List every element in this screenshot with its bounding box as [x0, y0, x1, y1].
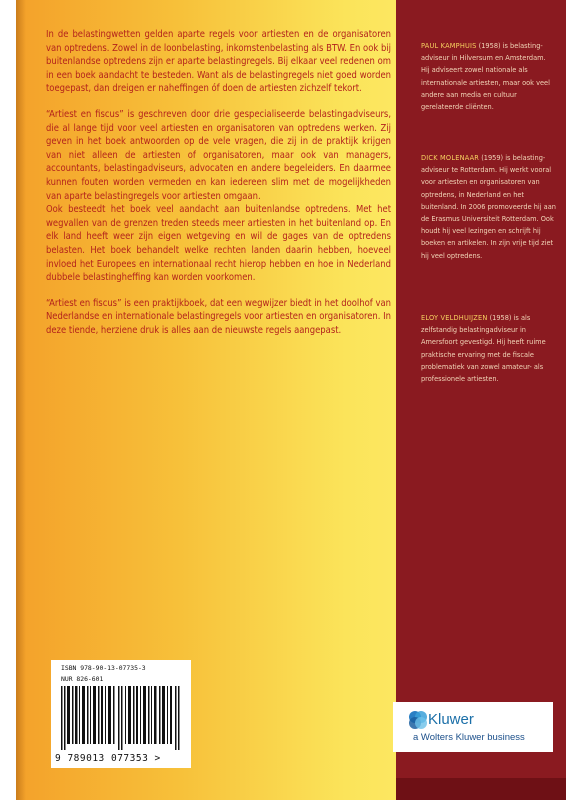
publisher-tagline: a Wolters Kluwer business — [413, 732, 525, 743]
publisher-logo — [393, 702, 553, 752]
description-paragraph: In de belastingwetten gelden aparte regels voor artiesten en de organisatoren van optredens. Zowel in de loonbelasting, inkomstenbelasting als BTW. En ook bij buitenlandse optredens zijn er aparte belastingregels. Bij elkaar veel redenen om in een boek aandacht te besteden. Want als de belastingregels niet goed worden toegepast, dan dreigen er naheffingen óf doen de artiesten zichzelf tekort. — [46, 29, 391, 95]
author-name: DICK MOLENAAR — [421, 154, 480, 162]
author-bio-text: (1958) is als zelfstandig belastingadviseur in Amersfoort gevestigd. Hij heeft ruime praktische ervaring met de fiscale problematiek van zowel amateur- als professionele artiesten. — [421, 314, 546, 384]
publisher-name: Kluwer — [428, 711, 474, 728]
description-paragraph: “Artiest en fiscus” is geschreven door drie gespecialiseerde belastingadviseurs, die al lange tijd voor veel artiesten en organisatoren van optredens werken. Zij geven in het boek antwoorden op de vele vragen, die zij in de praktijk krijgen van niet alleen de artiesten of organisatoren, maar ook van managers, accountants, belastingadviseurs, advocaten en andere begeleiders. En daarmee kunnen fouten worden vermeden en kan iedereen slim met de mogelijkheden van aparte belastingregels voor artiesten omgaan. — [46, 108, 391, 202]
barcode-bars-icon — [61, 686, 183, 750]
author-bio-text: (1959) is belasting-adviseur te Rotterdam. Hij werkt vooral voor artiesten en organisatoren van optredens, in Nederland en het buitenland. In 2006 promoveerde hij aan de Erasmus Universiteit Rotterdam. Ook houdt hij veel lezingen en schrijft hij boeken en artikelen. In zijn vrije tijd ziet hij veel optredens. — [421, 154, 556, 260]
author-bio-molenaar — [421, 152, 556, 262]
author-name: ELOY VELDHUIJZEN — [421, 314, 488, 322]
author-panel — [396, 0, 566, 800]
author-bio-veldhuijzen — [421, 312, 556, 385]
author-bio-text: (1958) is belasting-adviseur in Hilversum en Amsterdam. Hij adviseert zowel nationale als internationale artiesten, maar ook veel andere aan media en cultuur gerelateerde cliënten. — [421, 42, 550, 112]
barcode-label — [51, 660, 191, 768]
spine-shadow — [16, 0, 26, 800]
author-name: PAUL KAMPHUIS — [421, 42, 477, 50]
book-description — [46, 28, 391, 349]
barcode-digits: 9 789013 077353 > — [55, 753, 161, 764]
nur-text: NUR 826-601 — [61, 675, 104, 683]
author-bio-kamphuis — [421, 40, 556, 113]
description-paragraph: Ook besteedt het boek veel aandacht aan buitenlandse optredens. Met het wegvallen van de grenzen treden steeds meer artiesten in het buitenland op. En elk land heeft weer zijn eigen wetgeving en wil de gages van de optredens belasten. Het boek behandelt welke rechten landen daarin hebben, hoeveel invloed het Europees en internationaal recht hierop hebben en hoe in Nederland dubbele belastingheffing kan worden voorkomen. — [46, 204, 391, 284]
panel-bottom-band — [396, 778, 566, 800]
isbn-text: ISBN 978-90-13-07735-3 — [61, 664, 146, 672]
description-paragraph: “Artiest en fiscus” is een praktijkboek, dat een wegwijzer biedt in het doolhof van Nederlandse en internationale belastingregels voor artiesten en organisatoren. In deze tiende, herziene druk is alles aan de nieuwste regels aangepast. — [46, 297, 391, 336]
kluwer-globe-icon — [407, 709, 429, 731]
